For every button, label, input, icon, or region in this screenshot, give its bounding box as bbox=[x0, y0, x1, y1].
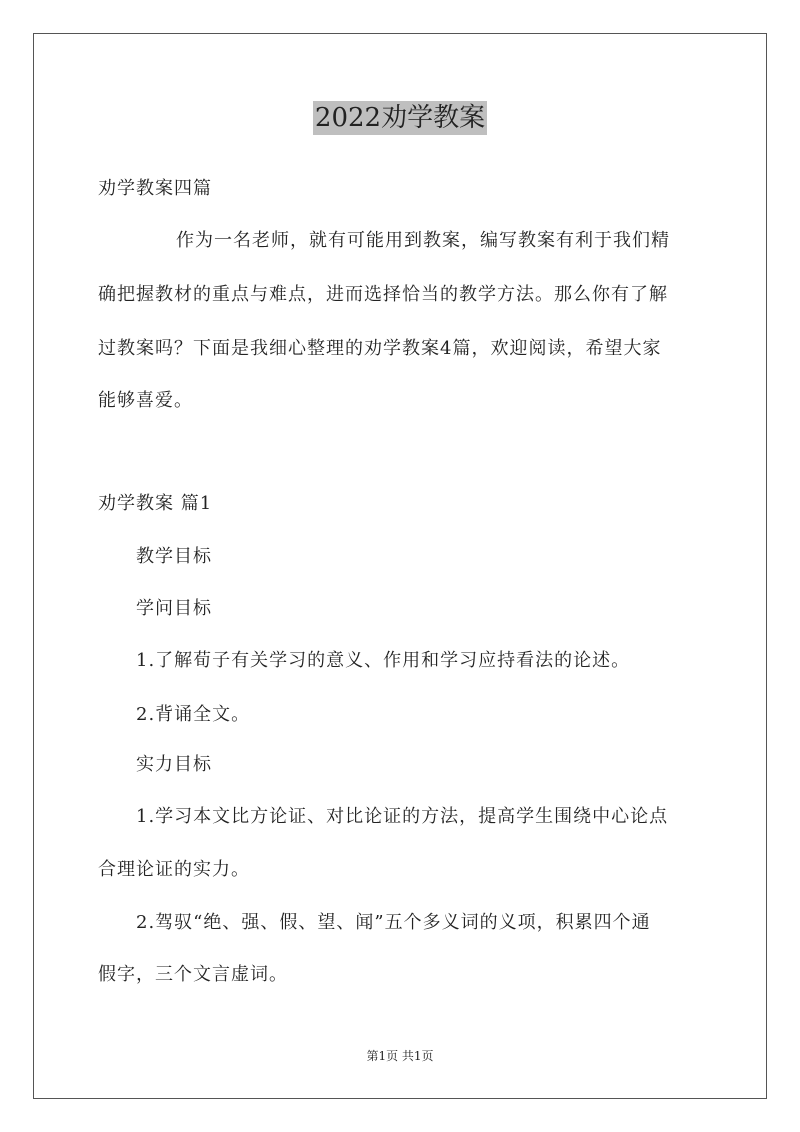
ability-item-2-line-2: 假字，三个文言虚词。 bbox=[98, 964, 288, 985]
ability-item-1-line-2: 合理论证的实力。 bbox=[98, 859, 250, 880]
teaching-goals-heading: 教学目标 bbox=[136, 546, 212, 567]
ability-item-1-line-1: 1.学习本文比方论证、对比论证的方法，提高学生围绕中心论点 bbox=[136, 806, 669, 827]
section-heading: 劝学教案 篇1 bbox=[98, 493, 213, 514]
knowledge-item-2: 2.背诵全文。 bbox=[136, 704, 251, 725]
document-subtitle: 劝学教案四篇 bbox=[98, 178, 212, 199]
intro-line-3: 过教案吗？下面是我细心整理的劝学教案4篇，欢迎阅读，希望大家 bbox=[98, 338, 662, 359]
intro-line-4: 能够喜爱。 bbox=[98, 390, 193, 411]
page-footer: 第1页 共1页 bbox=[366, 1049, 434, 1063]
ability-item-2-line-1: 2.驾驭“绝、强、假、望、闻”五个多义词的义项，积累四个通 bbox=[136, 912, 651, 933]
ability-goals-heading: 实力目标 bbox=[136, 754, 212, 775]
knowledge-item-1: 1.了解荀子有关学习的意义、作用和学习应持看法的论述。 bbox=[136, 650, 631, 671]
knowledge-goals-heading: 学问目标 bbox=[136, 598, 212, 619]
intro-line-2: 确把握教材的重点与难点，进而选择恰当的教学方法。那么你有了解 bbox=[98, 284, 668, 305]
document-title bbox=[0, 96, 800, 140]
intro-line-1: 作为一名老师，就有可能用到教案，编写教案有利于我们精 bbox=[176, 230, 670, 251]
document-title-text: 2022劝学教案 bbox=[314, 103, 486, 133]
